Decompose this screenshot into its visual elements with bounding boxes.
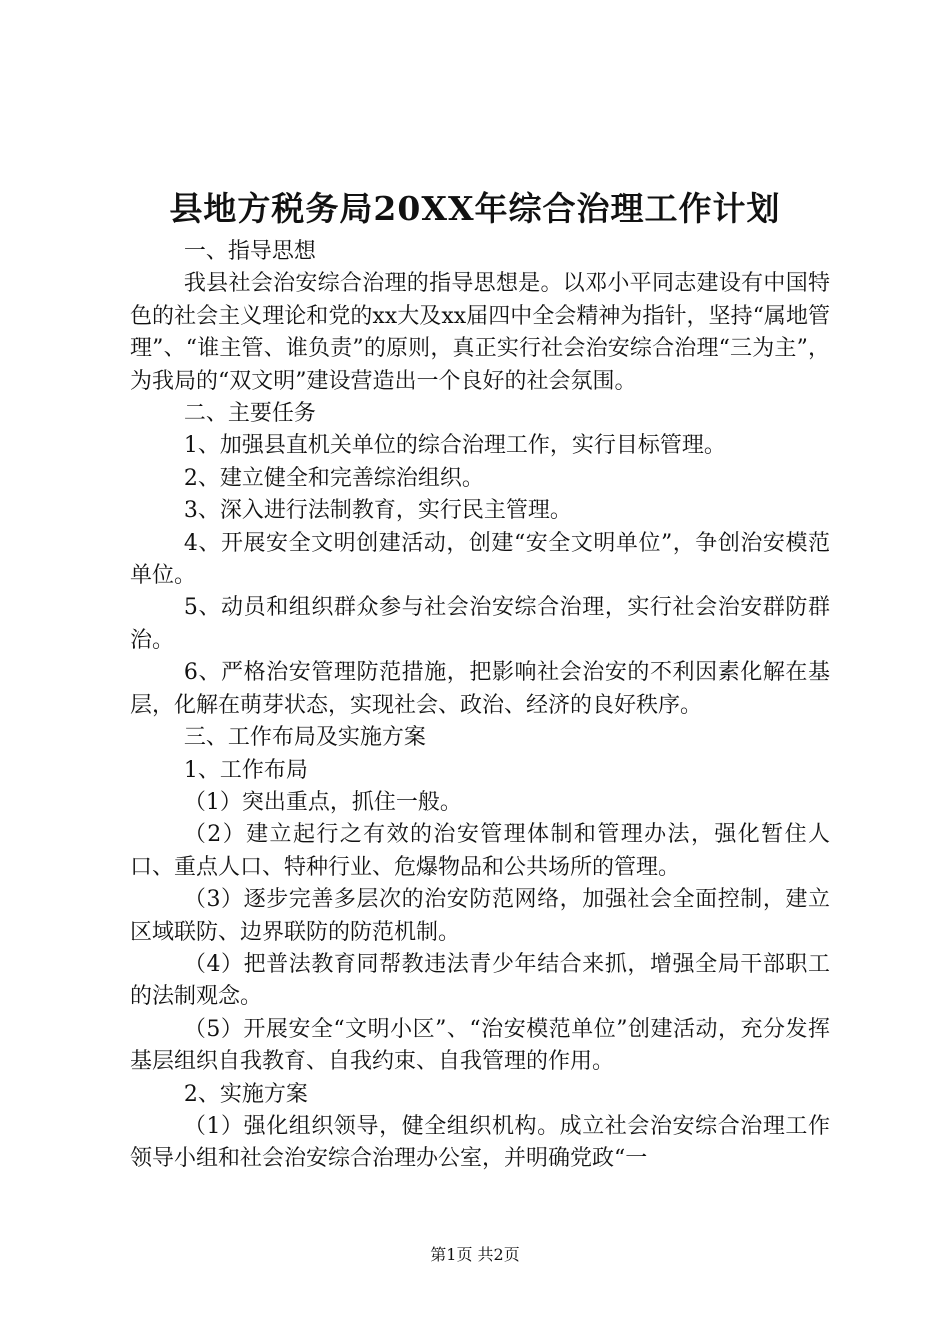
section-heading: 三、工作布局及实施方案 (183, 725, 426, 751)
list-item: 6、严格治安管理防范措施，把影响社会治安的不利因素化解在基层，化解在萌芽状态，实现社会、政治、经济的良好秩序。 (130, 660, 830, 718)
list-item: （1）强化组织领导，健全组织机构。成立社会治安综合治理工作领导小组和社会治安综合治理办公室，并明确党政“一 (130, 1113, 830, 1172)
list-item: 4、开展安全文明创建活动，创建“安全文明单位”，争创治安模范单位。 (130, 530, 830, 589)
list-item: （2）建立起行之有效的治安管理体制和管理办法，强化暂住人口、重点人口、特种行业、危爆物品和公共场所的管理。 (130, 822, 830, 880)
list-item: （1）突出重点，抓住一般。 (183, 789, 462, 815)
subsection-heading: 2、实施方案 (183, 1081, 308, 1107)
list-item: （3）逐步完善多层次的治安防范网络，加强社会全面控制，建立区域联防、边界联防的防范机制。 (130, 887, 830, 945)
section-heading: 二、主要任务 (183, 401, 316, 427)
page-footer: 第1页 共2页 (430, 1245, 520, 1264)
subsection-heading: 1、工作布局 (183, 757, 308, 783)
list-item: （4）把普法教育同帮教违法青少年结合来抓，增强全局干部职工的法制观念。 (130, 951, 830, 1010)
section-heading: 一、指导思想 (183, 239, 316, 264)
list-item: 5、动员和组织群众参与社会治安综合治理，实行社会治安群防群治。 (130, 595, 830, 653)
list-item: 1、加强县直机关单位的综合治理工作，实行目标管理。 (183, 433, 726, 459)
document-title: 县地方税务局20XX年综合治理工作计划 (169, 189, 781, 228)
document-body (130, 236, 830, 1176)
paragraph: 我县社会治安综合治理的指导思想是。以邓小平同志建设有中国特色的社会主义理论和党的xx大及xx届四中全会精神为指针，坚持“属地管理”、“谁主管、谁负责”的原则，真正实行社会治安综合治理“三为主”，为我局的“双文明”建设营造出一个良好的社会氛围。 (130, 271, 830, 394)
list-item: 2、建立健全和完善综治组织。 (183, 465, 484, 491)
list-item: 3、深入进行法制教育，实行民主管理。 (183, 498, 572, 524)
list-item: （5）开展安全“文明小区”、“治安模范单位”创建活动，充分发挥基层组织自我教育、自我约束、自我管理的作用。 (130, 1016, 830, 1075)
